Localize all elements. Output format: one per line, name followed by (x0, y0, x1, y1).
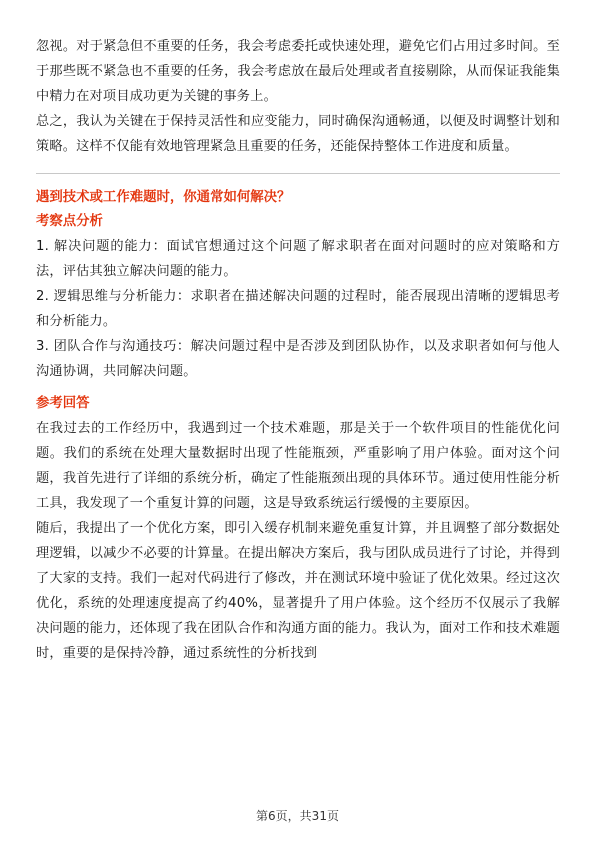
document-page (36, 34, 560, 666)
section-divider (36, 173, 560, 174)
answer-paragraph: 在我过去的工作经历中，我遇到过一个技术难题，那是关于一个软件项目的性能优化问题。我们的系统在处理大量数据时出现了性能瓶颈，严重影响了用户体验。面对这个问题，我首先进行了详细的系统分析，确定了性能瓶颈出现的具体环节。通过使用性能分析工具，我发现了一个重复计算的问题，这是导致系统运行缓慢的主要原因。 (36, 421, 560, 511)
spacer (36, 384, 560, 392)
analysis-point: 2. 逻辑思维与分析能力：求职者在描述解决问题的过程时，能否展现出清晰的逻辑思考和分析能力。 (36, 289, 560, 329)
analysis-point: 1. 解决问题的能力：面试官想通过这个问题了解求职者在面对问题时的应对策略和方法，评估其独立解决问题的能力。 (36, 239, 560, 279)
body-paragraph: 总之，我认为关键在于保持灵活性和应变能力，同时确保沟通畅通，以便及时调整计划和策略。这样不仅能有效地管理紧急且重要的任务，还能保持整体工作进度和质量。 (36, 114, 560, 154)
page-number-footer: 第6页，共31页 (256, 809, 339, 823)
answer-heading: 参考回答 (36, 396, 90, 411)
question-title: 遇到技术或工作难题时，你通常如何解决？ (36, 190, 291, 205)
body-paragraph: 忽视。对于紧急但不重要的任务，我会考虑委托或快速处理，避免它们占用过多时间。至于那些既不紧急也不重要的任务，我会考虑放在最后处理或者直接剔除，从而保证我能集中精力在对项目成功更为关键的事务上。 (36, 39, 560, 104)
answer-paragraph: 随后，我提出了一个优化方案，即引入缓存机制来避免重复计算，并且调整了部分数据处理逻辑，以减少不必要的计算量。在提出解决方案后，我与团队成员进行了讨论，并得到了大家的支持。我们一起对代码进行了修改，并在测试环境中验证了优化效果。经过这次优化，系统的处理速度提高了约40%，显著提升了用户体验。这个经历不仅展示了我解决问题的能力，还体现了我在团队合作和沟通方面的能力。我认为，面对工作和技术难题时，重要的是保持冷静，通过系统性的分析找到 (36, 521, 560, 661)
analysis-heading: 考察点分析 (36, 214, 103, 229)
analysis-point: 3. 团队合作与沟通技巧：解决问题过程中是否涉及到团队协作，以及求职者如何与他人沟通协调，共同解决问题。 (36, 339, 560, 379)
